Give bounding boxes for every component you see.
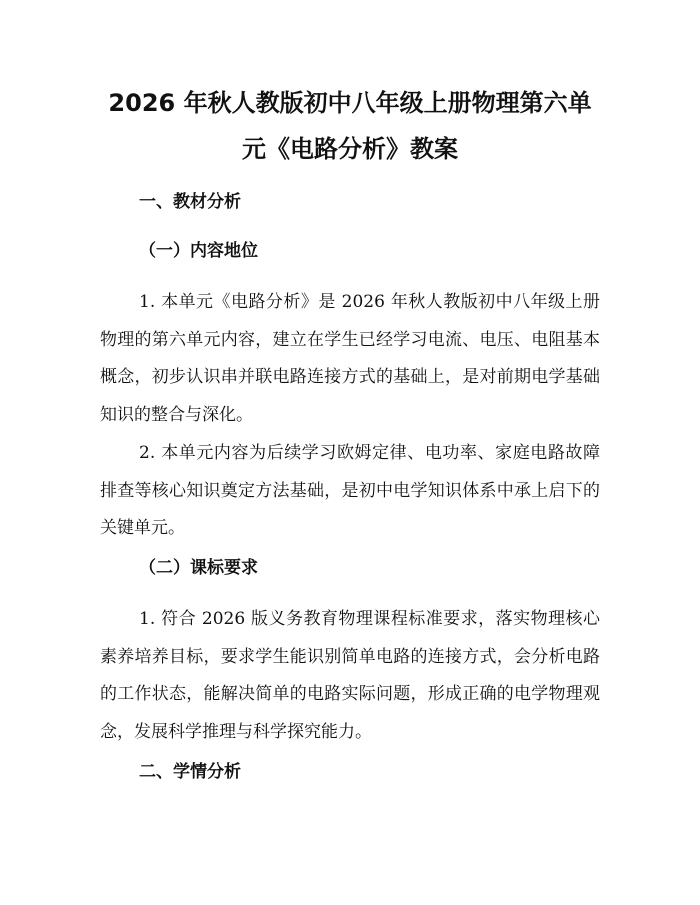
subsection-heading-content-position: （一）内容地位 — [139, 241, 258, 261]
subsection-heading-curriculum-requirements: （二）课标要求 — [139, 558, 258, 578]
document-title-line-2: 元《电路分析》教案 — [242, 135, 458, 163]
document-title-line-1: 2026 年秋人教版初中八年级上册物理第六单 — [108, 89, 592, 117]
paragraph-content-position-2: 2. 本单元内容为后续学习欧姆定律、电功率、家庭电路故障排查等核心知识奠定方法基础，是初中电学知识体系中承上启下的关键单元。 — [100, 443, 600, 538]
paragraph-curriculum-requirements-1: 1. 符合 2026 版义务教育物理课程标准要求，落实物理核心素养培养目标，要求学生能识别简单电路的连接方式，会分析电路的工作状态，能解决简单的电路实际问题，形成正确的电学物理观念，发展科学推理与科学探究能力。 — [100, 609, 600, 742]
section-heading-learner-analysis: 二、学情分析 — [139, 762, 241, 782]
paragraph-content-position-1: 1. 本单元《电路分析》是 2026 年秋人教版初中八年级上册物理的第六单元内容，建立在学生已经学习电流、电压、电阻基本概念，初步认识串并联电路连接方式的基础上，是对前期电学基础知识的整合与深化。 — [100, 292, 600, 425]
section-heading-textbook-analysis: 一、教材分析 — [139, 192, 241, 212]
